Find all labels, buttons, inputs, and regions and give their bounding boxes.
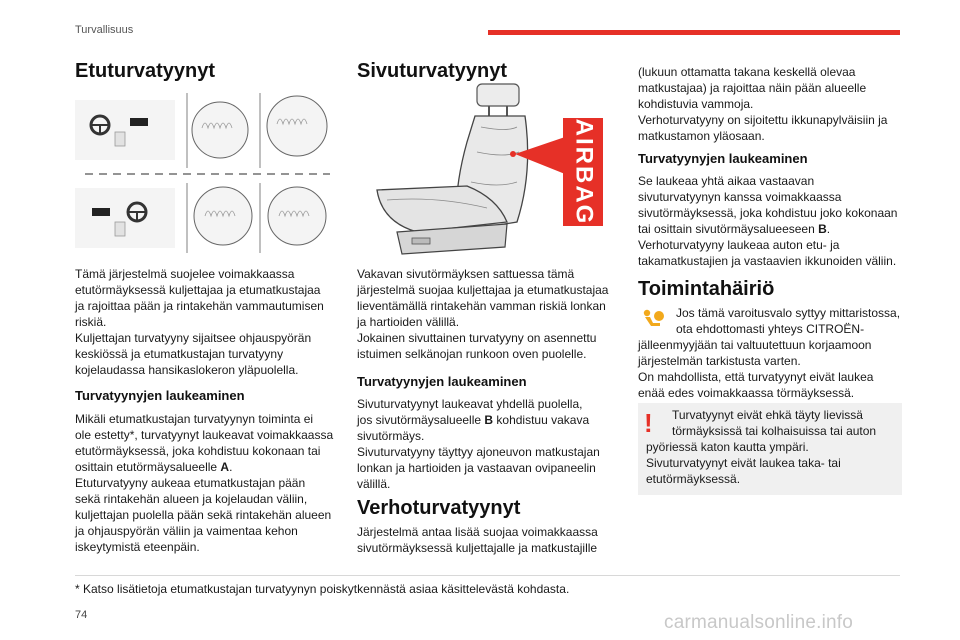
body-line: jälleenmyyjään tai valtuutettuun korjaamoon — [638, 338, 872, 352]
warning-line: Sivuturvatyynyt eivät laukea taka- tai — [646, 456, 841, 470]
footnote: * Katso lisätietoja etumatkustajan turvatyynyn poiskytkennästä asiaa käsittelevästä kohdasta. — [75, 582, 570, 596]
intro-line: ja hartioiden välillä. — [357, 315, 460, 329]
body-line: sivutörmäyksessä kuljettajalle ja matkustajille — [357, 541, 598, 555]
front-airbags-title: Etuturvatyynyt — [75, 60, 216, 82]
warning-box — [638, 403, 902, 495]
body-line: iskeytymistä eteenpäin. — [75, 540, 200, 554]
body-line: etutörmäyksessä, joka kohdistuu kokonaan tai — [75, 444, 321, 458]
intro-line: istuimen selkänojan runkoon oven puolelle. — [357, 347, 587, 361]
body-line: Se laukeaa yhtä aikaa vastaavan — [638, 174, 815, 188]
body-line: kohdistuvia vammoja. — [638, 97, 754, 111]
body-line: Verhoturvatyyny laukeaa auton etu- ja — [638, 238, 840, 252]
body-line: järjestelmän tarkistusta varten. — [638, 354, 801, 368]
warning-line: Turvatyynyt eivät ehkä täyty lievissä — [672, 408, 863, 422]
zone-prefix: osittain etutörmäysalueelle — [75, 460, 221, 474]
page-number: 74 — [75, 609, 88, 621]
body-line: enää edes voimakkaassa törmäyksessä. — [638, 386, 855, 400]
body-line — [638, 221, 903, 237]
side-deploy-subtitle: Turvatyynyjen laukeaminen — [357, 374, 527, 389]
header-accent-bar — [488, 30, 900, 35]
intro-line: Tämä järjestelmä suojelee voimakkaassa — [75, 267, 295, 281]
body-line: takamatkustajien ja vastaavien ikkunoiden väliin. — [638, 254, 897, 268]
intro-line: järjestelmä suojaa kuljettajaa ja etumatkustajaa — [357, 283, 609, 297]
malfunction-title: Toimintahäiriö — [638, 278, 775, 300]
body-line: Sivuturvatyyny täyttyy ajoneuvon matkustajan — [357, 445, 600, 459]
body-line: matkustajaa) ja rajoittaa näin pään alueelle — [638, 81, 867, 95]
intro-line: etutörmäyksessä kuljettajaa ja etumatkustajaa — [75, 283, 321, 297]
zone-letter: B — [484, 413, 494, 427]
intro-line: ja rajoittaa pään ja rintakehän vammautumisen — [75, 299, 324, 313]
side-airbag-figure — [357, 82, 617, 258]
section-label: Turvallisuus — [75, 24, 134, 36]
body-line: sivuturvatyynyn kanssa voimakkaassa — [638, 190, 842, 204]
curtain-airbags-title: Verhoturvatyynyt — [357, 497, 521, 519]
body-line: Etuturvatyyny aukeaa etumatkustajan pään — [75, 476, 306, 490]
body-line: Verhoturvatyyny on sijoitettu ikkunapylväisiin ja — [638, 113, 888, 127]
body-line: ota ehdottomasti yhteys CITROËN- — [676, 322, 865, 336]
body-line: Sivuturvatyynyt laukeavat yhdellä puolella, — [357, 397, 583, 411]
zone-after: kohdistuu vakava — [493, 413, 590, 427]
intro-line: lieventämällä rintakehän vamman riskiä lonkan — [357, 299, 606, 313]
body-line — [357, 412, 617, 428]
body-line: Jos tämä varoitusvalo syttyy mittaristossa, — [676, 306, 901, 320]
zone-letter: B — [818, 222, 827, 236]
body-line: (lukuun ottamatta takana keskellä olevaa — [638, 65, 856, 79]
zone-prefix: tai osittain sivutörmäysalueeseen — [638, 222, 819, 236]
body-line: Järjestelmä antaa lisää suojaa voimakkaassa — [357, 525, 598, 539]
front-airbag-figure — [75, 88, 335, 258]
side-airbags-title: Sivuturvatyynyt — [357, 60, 508, 82]
body-line: Mikäli etumatkustajan turvatyynyn toiminta ei — [75, 412, 314, 426]
intro-line: Vakavan sivutörmäyksen sattuessa tämä — [357, 267, 575, 281]
intro-line: Kuljettajan turvatyyny sijaitsee ohjauspyörän — [75, 331, 312, 345]
body-line: matkustamon yläosaan. — [638, 129, 765, 143]
body-line: lonkan ja hartioiden ja vastaavan ovipaneelin — [357, 461, 596, 475]
warning-exclamation-icon: ! — [644, 408, 653, 438]
warning-line: etutörmäyksessä. — [646, 472, 741, 486]
body-line: välillä. — [357, 477, 391, 491]
warning-line: törmäyksissä tai kolhaisuissa tai auton — [672, 424, 877, 438]
zone-letter: A — [220, 460, 230, 474]
body-line: ole estetty*, turvatyynyt laukeavat voimakkaassa — [75, 428, 334, 442]
curtain-deploy-subtitle: Turvatyynyjen laukeaminen — [638, 151, 808, 166]
front-deploy-subtitle: Turvatyynyjen laukeaminen — [75, 388, 245, 403]
zone-end: . — [229, 460, 233, 474]
dashboard-panel-bottom — [75, 188, 175, 248]
zone-end: . — [826, 222, 831, 236]
intro-line: kojelaudassa hansikaslokeron yläpuolella. — [75, 363, 299, 377]
dashboard-panel-top — [75, 100, 175, 160]
body-line — [75, 459, 350, 475]
warning-line: pyöriessä katon kautta ympäri. — [646, 440, 809, 454]
body-line: sivutörmäys. — [357, 429, 425, 443]
watermark: carmanualsonline.info — [664, 612, 854, 633]
zone-prefix: jos sivutörmäysalueelle — [357, 413, 485, 427]
body-line: ja ohjauspyörän väliin ja vaimentaa kehon — [75, 524, 298, 538]
body-line: sekä rintakehän alueen ja kojelaudan väliin, — [75, 492, 308, 506]
body-line: On mahdollista, että turvatyynyt eivät laukea — [638, 370, 874, 384]
intro-line: riskiä. — [75, 315, 107, 329]
airbag-badge-text: AIRBAG — [570, 118, 598, 226]
body-line: sivutörmäyksessä, joka kohdistuu joko kokonaan — [638, 206, 898, 220]
intro-line: keskiössä ja etumatkustajan turvatyyny — [75, 347, 284, 361]
footer-divider — [75, 575, 900, 576]
body-line: kuljettajan puolella pään sekä rintakehän alueen — [75, 508, 332, 522]
intro-line: Jokainen sivuttainen turvatyyny on asennettu — [357, 331, 597, 345]
